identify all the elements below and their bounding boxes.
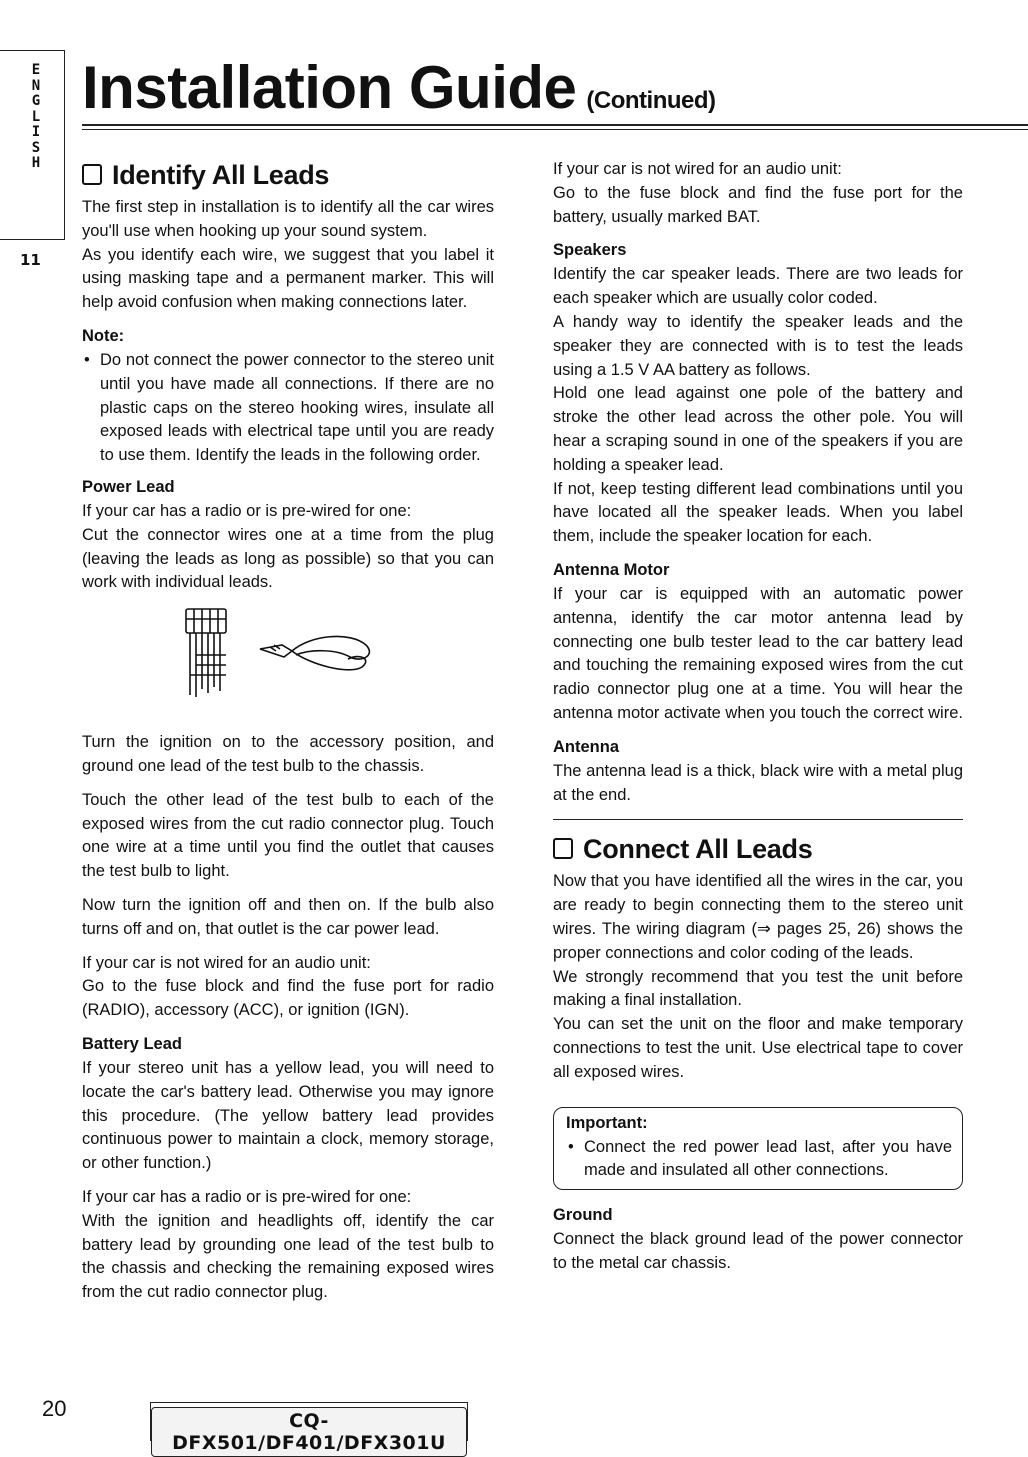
- paragraph: If your car has a radio or is pre-wired for one:: [82, 501, 412, 520]
- tab-letter: I: [31, 124, 41, 140]
- subheading-ground: Ground: [553, 1206, 613, 1225]
- paragraph: Now that you have identified all the wires in the car, you are ready to begin connecting them to the stereo unit wires. The wiring diagram (⇒ pages 25, 26) shows the proper connections and color coding of the leads.: [553, 872, 963, 962]
- paragraph: With the ignition and headlights off, identify the car battery lead by grounding one lead of the test bulb to the chassis and checking the remaining exposed wires from the cut radio connector plug.: [82, 1211, 494, 1302]
- paragraph: Go to the fuse block and find the fuse port for the battery, usually marked BAT.: [553, 183, 963, 226]
- left-column: [82, 158, 494, 1315]
- subheading-battery-lead: Battery Lead: [82, 1034, 182, 1053]
- tab-letter: L: [31, 108, 41, 125]
- paragraph: The antenna lead is a thick, black wire with a metal plug at the end.: [553, 761, 963, 804]
- paragraph: Cut the connector wires one at a time from the plug (leaving the leads as long as possible) so that you can work with individual leads.: [82, 525, 494, 592]
- note-label: Note:: [82, 326, 125, 345]
- paragraph: If your stereo unit has a yellow lead, you will need to locate the car's battery lead. Otherwise you may ignore this procedure. (The yellow battery lead provides continuous power to maintain a clock, memory storage, or other function.): [82, 1058, 494, 1173]
- paragraph: We strongly recommend that you test the unit before making a final installation.: [553, 967, 963, 1010]
- section-heading-text: Identify All Leads: [112, 160, 330, 190]
- section-divider: [553, 819, 963, 820]
- important-bullet: • Connect the red power lead last, after you have made and insulated all other connections.: [566, 1136, 952, 1184]
- section-heading-identify: [82, 158, 494, 192]
- paragraph: Identify the car speaker leads. There are two leads for each speaker which are usually color coded.: [553, 265, 963, 308]
- checkbox-square-icon: [553, 838, 573, 859]
- language-side-tab: [0, 50, 65, 269]
- paragraph: Connect the black ground lead of the power connector to the metal car chassis.: [553, 1230, 963, 1272]
- tab-letter: S: [31, 139, 41, 156]
- paragraph: You can set the unit on the floor and make temporary connections to test the unit. Use electrical tape to cover all exposed wires.: [553, 1015, 963, 1081]
- paragraph: If not, keep testing different lead combinations until you have located all the speaker leads. When you label them, include the speaker location for each.: [553, 479, 963, 546]
- connector-and-cutters-illustration: [82, 605, 494, 723]
- note-bullet: • Do not connect the power connector to the stereo unit until you have made all connections. If there are no plastic caps on the stereo hooking wires, insulate all exposed leads with electrical tape until you are ready to use them. Identify the leads in the following order.: [82, 349, 494, 468]
- model-number: CQ-DFX501/DF401/DFX301U: [151, 1407, 467, 1457]
- subheading-antenna: Antenna: [553, 737, 619, 756]
- tab-letter: H: [31, 155, 41, 171]
- paragraph: As you identify each wire, we suggest that you label it using masking tape and a permanent marker. This will help avoid confusion when making connections later.: [82, 245, 494, 312]
- tab-letter: G: [31, 93, 41, 109]
- subheading-speakers: Speakers: [553, 241, 627, 260]
- checkbox-square-icon: [82, 164, 102, 185]
- page-title-text: Installation Guide: [82, 54, 577, 121]
- paragraph: If your car is not wired for an audio unit:: [553, 160, 842, 178]
- tab-letter: E: [31, 62, 41, 78]
- section-heading-text: Connect All Leads: [583, 834, 813, 865]
- paragraph: Go to the fuse block and find the fuse port for radio (RADIO), accessory (ACC), or ignition (IGN).: [82, 977, 494, 1020]
- paragraph: The first step in installation is to identify all the car wires you'll use when hooking up your sound system.: [82, 198, 494, 240]
- title-rule: [82, 124, 1028, 130]
- subheading-power-lead: Power Lead: [82, 477, 175, 496]
- paragraph: Now turn the ignition off and then on. If the bulb also turns off and on, that outlet is the car power lead.: [82, 895, 494, 938]
- model-number-box: [150, 1402, 468, 1454]
- paragraph: If your car has a radio or is pre-wired for one:: [82, 1187, 412, 1206]
- important-label: Important:: [566, 1113, 648, 1132]
- page-number: 20: [42, 1396, 67, 1421]
- paragraph: If your car is not wired for an audio unit:: [82, 953, 371, 972]
- important-box: [553, 1107, 963, 1191]
- paragraph: A handy way to identify the speaker leads and the speaker they are connected with is to test the leads using a 1.5 V AA battery as follows.: [553, 312, 963, 379]
- paragraph: Turn the ignition on to the accessory position, and ground one lead of the test bulb to the chassis.: [82, 733, 494, 775]
- language-tab-letters: [30, 63, 42, 172]
- tab-letter: N: [31, 77, 41, 94]
- section-number: 11: [20, 251, 41, 269]
- subheading-antenna-motor: Antenna Motor: [553, 560, 670, 579]
- right-column: [553, 158, 963, 1286]
- paragraph: If your car is equipped with an automatic power antenna, identify the car motor antenna lead by connecting one bulb tester lead to the car battery lead and touching the remaining exposed wires from the cut radio connector plug one at a time. You will hear the antenna motor activate when you touch the correct wire.: [553, 584, 963, 722]
- paragraph: Touch the other lead of the test bulb to each of the exposed wires from the cut radio connector plug. Touch one wire at a time until you find the outlet that causes the test bulb to light.: [82, 790, 494, 881]
- page-title-continued: (Continued): [586, 87, 716, 114]
- wire-connector-pliers-icon: [180, 605, 380, 717]
- paragraph: Hold one lead against one pole of the battery and stroke the other lead across the other pole. You will hear a scraping sound in one of the speakers if you are holding a speaker lead.: [553, 384, 963, 474]
- section-heading-connect: [553, 832, 963, 866]
